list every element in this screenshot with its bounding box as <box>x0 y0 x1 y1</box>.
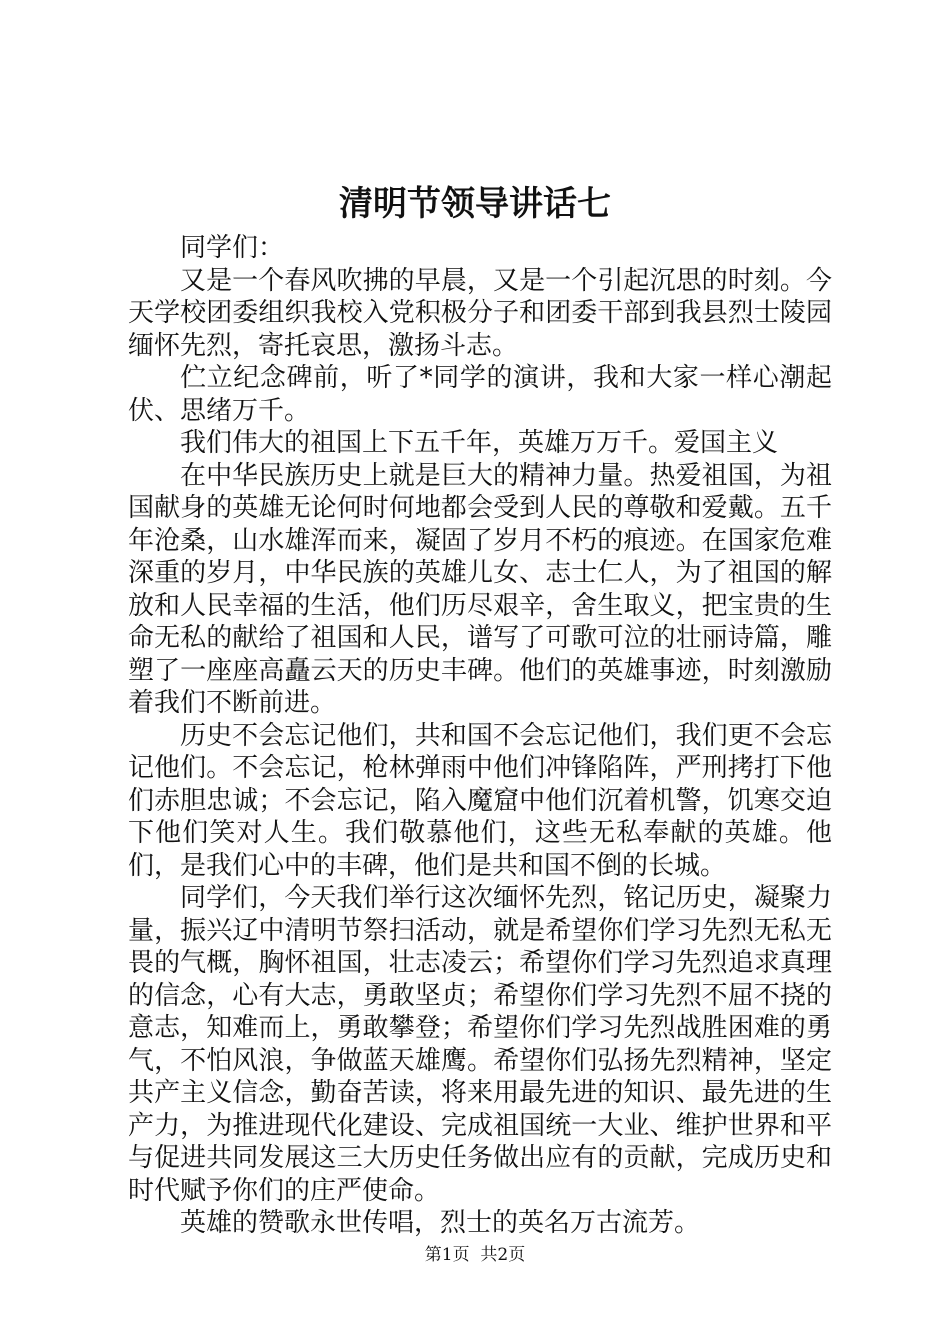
paragraph: 在中华民族历史上就是巨大的精神力量。热爱祖国，为祖国献身的英雄无论何时何地都会受到人民的尊敬和爱戴。五千年沧桑，山水雄浑而来，凝固了岁月不朽的痕迹。在国家危难深重的岁月，中华民族的英雄儿女、志士仁人，为了祖国的解放和人民幸福的生活，他们历尽艰辛，舍生取义，把宝贵的生命无私的献给了祖国和人民，谱写了可歌可泣的壮丽诗篇，雕塑了一座座高矗云天的历史丰碑。他们的英雄事迹，时刻激励着我们不断前进。 <box>128 460 832 718</box>
page-number: 第1页 共2页 <box>424 1245 526 1265</box>
page-footer <box>0 1244 950 1266</box>
paragraph: 又是一个春风吹拂的早晨，又是一个引起沉思的时刻。今天学校团委组织我校入党积极分子和团委干部到我县烈士陵园缅怀先烈，寄托哀思，激扬斗志。 <box>128 265 832 361</box>
paragraph: 同学们，今天我们举行这次缅怀先烈，铭记历史，凝聚力量，振兴辽中清明节祭扫活动，就是希望你们学习先烈无私无畏的气概，胸怀祖国，壮志凌云；希望你们学习先烈追求真理的信念，心有大志，勇敢坚贞；希望你们学习先烈不屈不挠的意志，知难而上，勇敢攀登；希望你们学习先烈战胜困难的勇气，不怕风浪，争做蓝天雄鹰。希望你们弘扬先烈精神，坚定共产主义信念，勤奋苦读，将来用最先进的知识、最先进的生产力，为推进现代化建设、完成祖国统一大业、维护世界和平与促进共同发展这三大历史任务做出应有的贡献，完成历史和时代赋予你们的庄严使命。 <box>128 883 832 1206</box>
document-body <box>128 232 832 1240</box>
paragraph: 历史不会忘记他们，共和国不会忘记他们，我们更不会忘记他们。不会忘记，枪林弹雨中他们冲锋陷阵，严刑拷打下他们赤胆忠诚；不会忘记，陷入魔窟中他们沉着机警，饥寒交迫下他们笑对人生。我们敬慕他们，这些无私奉献的英雄。他们，是我们心中的丰碑，他们是共和国不倒的长城。 <box>128 720 832 881</box>
paragraph: 伫立纪念碑前，听了*同学的演讲，我和大家一样心潮起伏、思绪万千。 <box>128 363 832 426</box>
document-title: 清明节领导讲话七 <box>339 184 611 224</box>
paragraph-closing: 英雄的赞歌永世传唱，烈士的英名万古流芳。 <box>180 1208 701 1238</box>
paragraph: 我们伟大的祖国上下五千年，英雄万万千。爱国主义 <box>180 428 779 458</box>
paragraph-greeting: 同学们： <box>180 233 285 263</box>
